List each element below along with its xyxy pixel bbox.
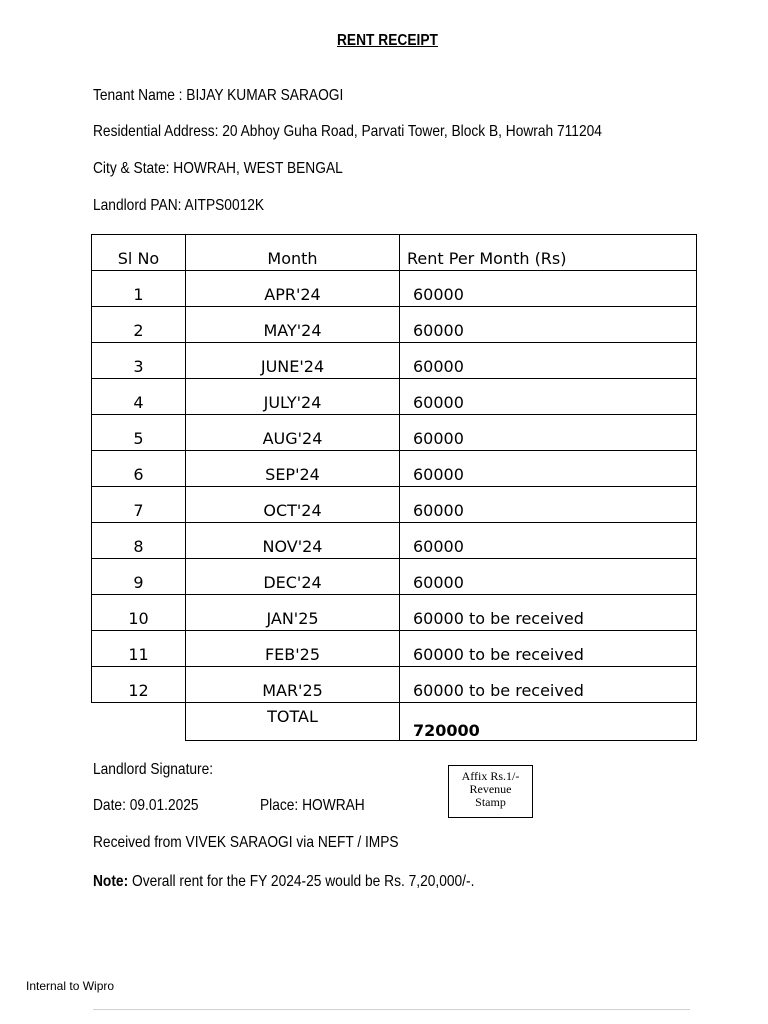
cell-sl-no: 4	[92, 379, 186, 415]
cell-sl-no: 11	[92, 631, 186, 667]
footer-divider	[93, 1009, 690, 1010]
note-text: Overall rent for the FY 2024-25 would be Rs. 7,20,000/-.	[128, 873, 475, 890]
total-label: TOTAL	[186, 703, 400, 741]
landlord-pan: Landlord PAN: AITPS0012K	[93, 197, 265, 214]
table-row	[92, 307, 697, 343]
table-row	[92, 631, 697, 667]
cell-month: DEC'24	[186, 559, 400, 595]
classification-label: Internal to Wipro	[26, 979, 115, 993]
cell-rent: 60000	[400, 307, 697, 343]
table-row	[92, 595, 697, 631]
cell-sl-no: 3	[92, 343, 186, 379]
receipt-date: Date: 09.01.2025	[93, 797, 199, 814]
cell-month: NOV'24	[186, 523, 400, 559]
cell-sl-no: 12	[92, 667, 186, 703]
cell-month: JULY'24	[186, 379, 400, 415]
landlord-signature-label: Landlord Signature:	[93, 761, 214, 778]
cell-month: JUNE'24	[186, 343, 400, 379]
cell-month: MAR'25	[186, 667, 400, 703]
header-sl-no: Sl No	[92, 235, 186, 271]
cell-month: MAY'24	[186, 307, 400, 343]
table-row	[92, 379, 697, 415]
cell-rent: 60000	[400, 451, 697, 487]
city-state: City & State: HOWRAH, WEST BENGAL	[93, 160, 343, 177]
cell-rent: 60000	[400, 343, 697, 379]
cell-month: AUG'24	[186, 415, 400, 451]
table-row	[92, 415, 697, 451]
table-header-row	[92, 235, 697, 271]
stamp-line: Stamp	[475, 795, 506, 809]
cell-sl-no: 2	[92, 307, 186, 343]
header-rent: Rent Per Month (Rs)	[400, 235, 697, 271]
residential-address: Residential Address: 20 Abhoy Guha Road, Parvati Tower, Block B, Howrah 711204	[93, 123, 602, 140]
cell-rent: 60000	[400, 271, 697, 307]
cell-rent: 60000	[400, 487, 697, 523]
total-row	[92, 703, 697, 741]
rent-table	[91, 234, 697, 741]
table-row	[92, 451, 697, 487]
revenue-stamp-box	[448, 765, 533, 818]
table-row	[92, 487, 697, 523]
cell-sl-no: 8	[92, 523, 186, 559]
cell-month: JAN'25	[186, 595, 400, 631]
received-from: Received from VIVEK SARAOGI via NEFT / IMPS	[93, 834, 399, 851]
cell-sl-no: 7	[92, 487, 186, 523]
table-row	[92, 523, 697, 559]
cell-sl-no: 1	[92, 271, 186, 307]
cell-month: APR'24	[186, 271, 400, 307]
cell-sl-no: 6	[92, 451, 186, 487]
cell-rent: 60000 to be received	[400, 631, 697, 667]
note-label: Note:	[93, 873, 129, 890]
table-row	[92, 271, 697, 307]
cell-rent: 60000	[400, 379, 697, 415]
table-row	[92, 559, 697, 595]
cell-month: FEB'25	[186, 631, 400, 667]
cell-sl-no: 10	[92, 595, 186, 631]
cell-month: SEP'24	[186, 451, 400, 487]
cell-sl-no: 9	[92, 559, 186, 595]
header-month: Month	[186, 235, 400, 271]
note	[93, 873, 474, 891]
tenant-name: Tenant Name : BIJAY KUMAR SARAOGI	[93, 87, 344, 104]
cell-rent: 60000	[400, 559, 697, 595]
cell-rent: 60000	[400, 523, 697, 559]
table-row	[92, 667, 697, 703]
table-row	[92, 343, 697, 379]
cell-sl-no: 5	[92, 415, 186, 451]
cell-rent: 60000 to be received	[400, 667, 697, 703]
total-value: 720000	[400, 703, 697, 741]
cell-rent: 60000 to be received	[400, 595, 697, 631]
stamp-line: Revenue	[469, 782, 512, 796]
cell-rent: 60000	[400, 415, 697, 451]
page-title: RENT RECEIPT	[337, 32, 438, 49]
total-blank-cell	[92, 703, 186, 741]
stamp-line: Affix Rs.1/-	[461, 769, 520, 783]
receipt-place: Place: HOWRAH	[260, 797, 365, 814]
cell-month: OCT'24	[186, 487, 400, 523]
